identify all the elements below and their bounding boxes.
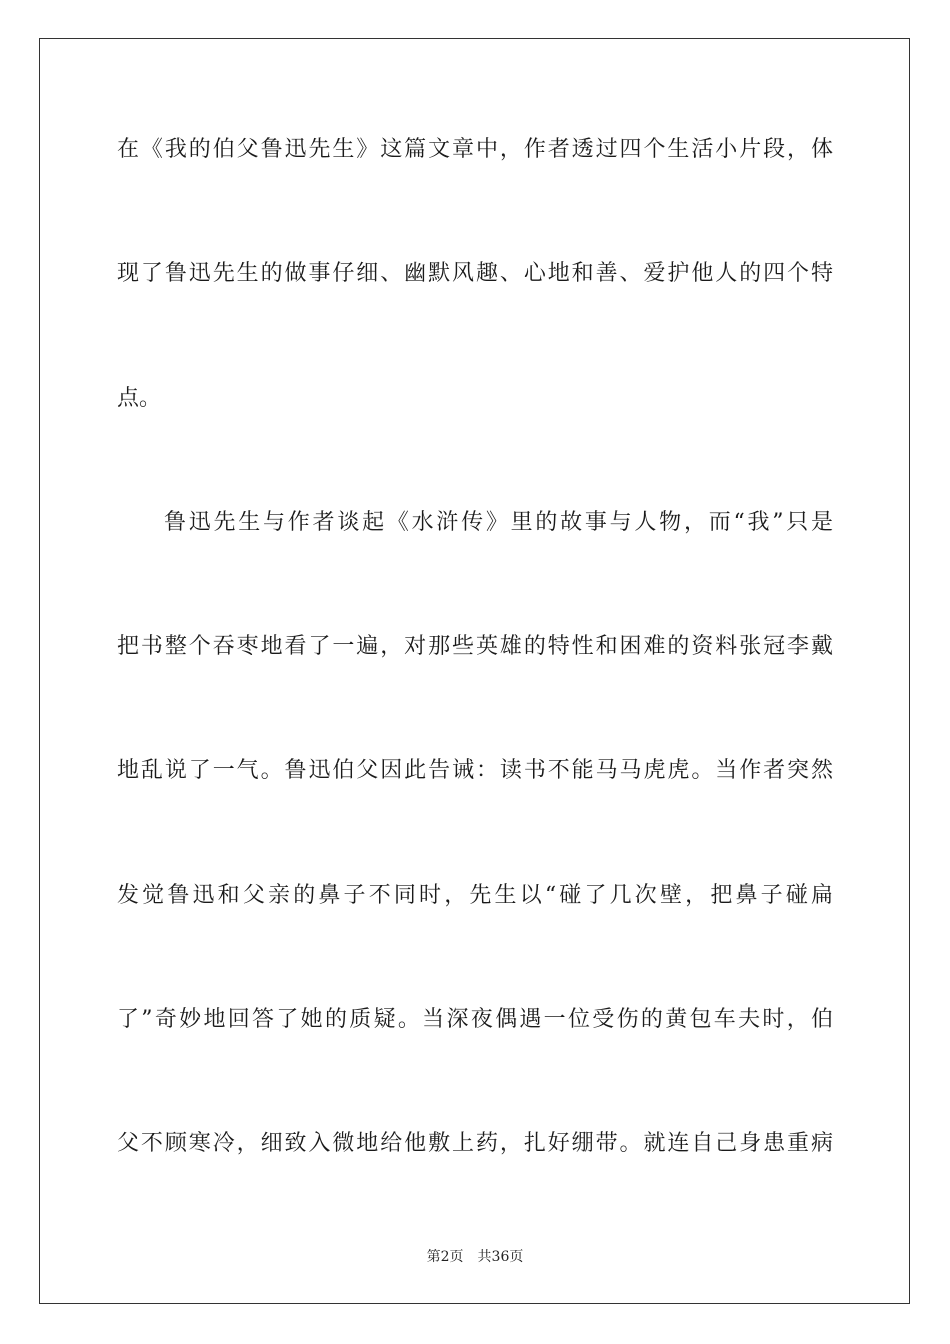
text-line: 在《我的伯父鲁迅先生》这篇文章中，作者透过四个生活小片段，体 xyxy=(117,137,833,162)
text-line: 把书整个吞枣地看了一遍，对那些英雄的特性和困难的资料张冠李戴 xyxy=(117,634,833,659)
page-number: 第2页 xyxy=(426,1249,464,1265)
page-border xyxy=(39,38,910,1304)
page-footer xyxy=(0,1248,950,1266)
text-line: 点。 xyxy=(117,386,162,411)
text-line: 鲁迅先生与作者谈起《水浒传》里的故事与人物，而“我”只是 xyxy=(164,510,833,535)
text-line: 现了鲁迅先生的做事仔细、幽默风趣、心地和善、爱护他人的四个特 xyxy=(117,261,833,286)
text-line: 地乱说了一气。鲁迅伯父因此告诫：读书不能马马虎虎。当作者突然 xyxy=(117,758,833,783)
text-line: 了”奇妙地回答了她的质疑。当深夜偶遇一位受伤的黄包车夫时，伯 xyxy=(117,1007,833,1032)
text-line: 发觉鲁迅和父亲的鼻子不同时，先生以“碰了几次壁，把鼻子碰扁 xyxy=(117,883,833,908)
text-line: 父不顾寒冷，细致入微地给他敷上药，扎好绷带。就连自己身患重病 xyxy=(117,1131,833,1156)
page-total: 共36页 xyxy=(477,1249,524,1265)
